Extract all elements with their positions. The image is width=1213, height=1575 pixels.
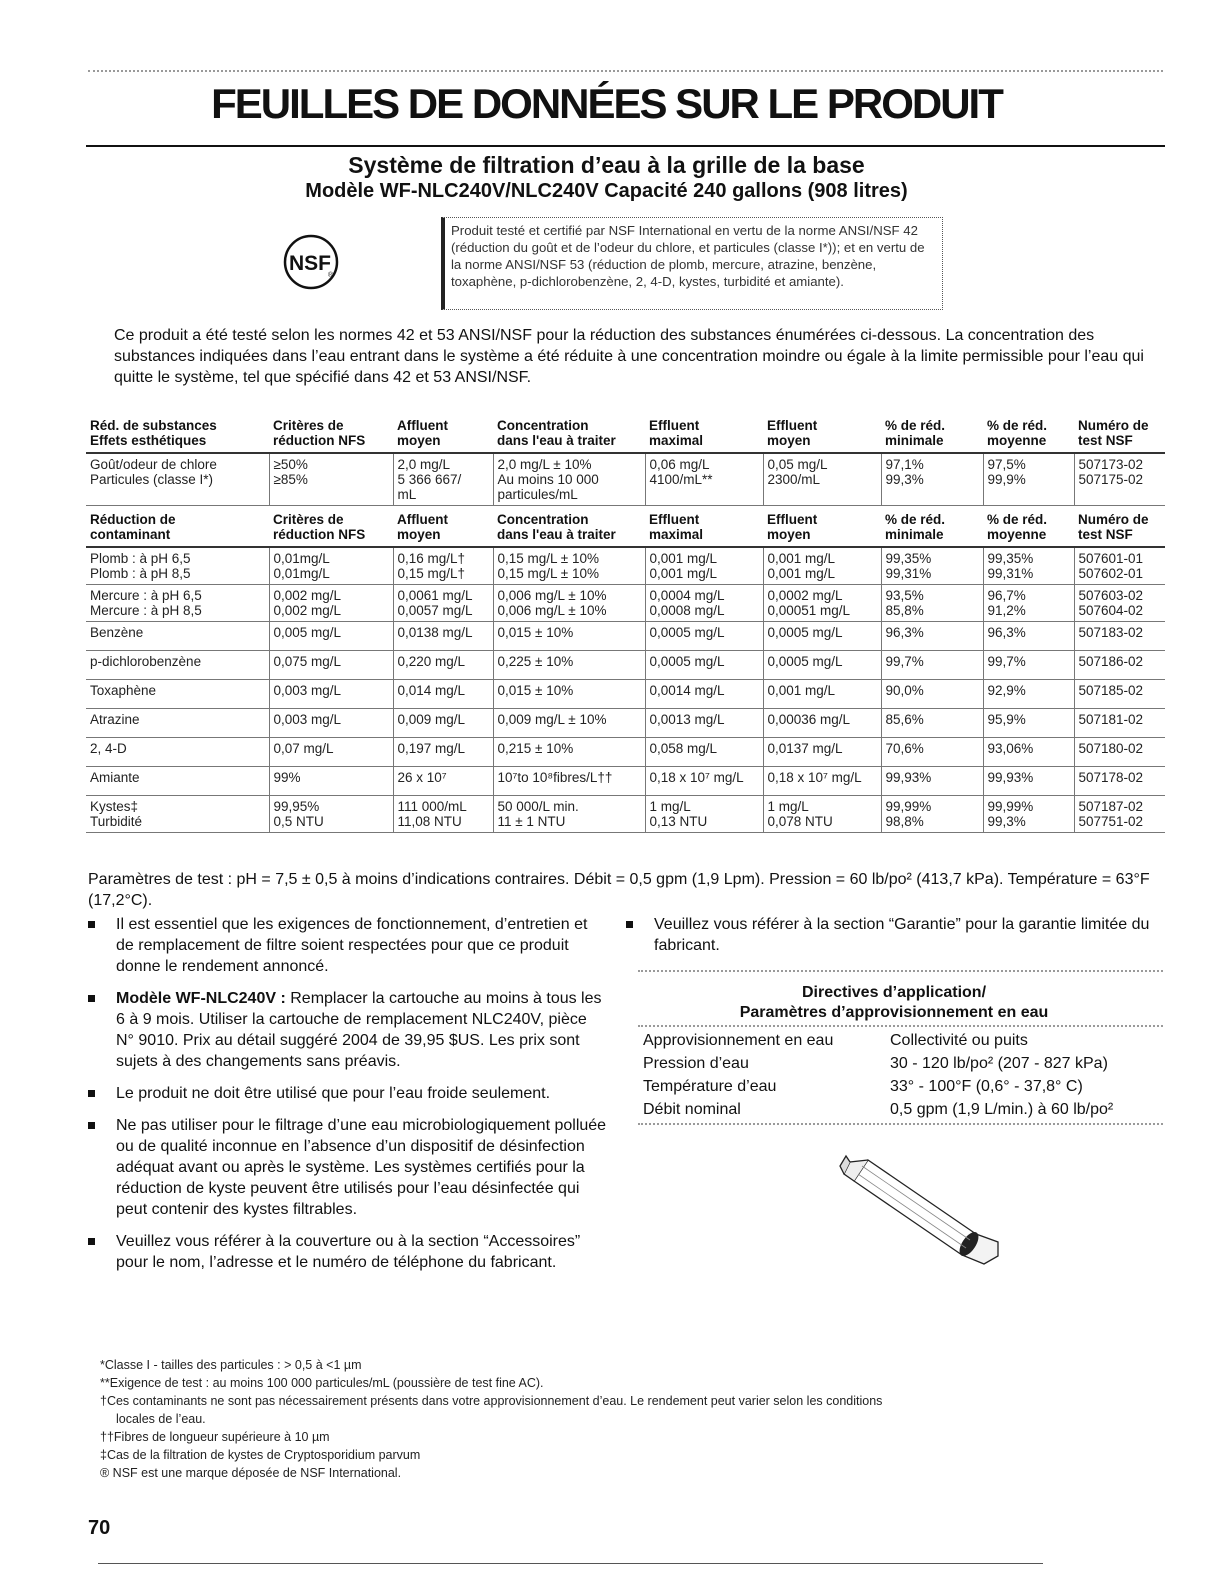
application-row	[643, 1031, 1163, 1054]
table-cell: 50 000/L min. 11 ± 1 NTU	[493, 796, 645, 833]
table-cell: 0,015 ± 10%	[493, 622, 645, 651]
list-item-text: Il est essentiel que les exigences de fonctionnement, d’entretien et de remplacement de filtre soient respectées pour que ce produit donne le rendement annoncé.	[116, 916, 588, 975]
application-label: Pression d’eau	[643, 1055, 749, 1072]
table-cell: 96,3%	[983, 622, 1074, 651]
table-cell: 0,15 mg/L ± 10% 0,15 mg/L ± 10%	[493, 547, 645, 585]
table-cell: 507178-02	[1074, 767, 1165, 796]
application-label: Débit nominal	[643, 1101, 741, 1118]
model-capacity-line: Modèle WF-NLC240V/NLC240V Capacité 240 gallons (908 litres)	[305, 180, 908, 202]
table-cell: 1 mg/L 0,078 NTU	[763, 796, 881, 833]
table-cell: 0,003 mg/L	[269, 709, 393, 738]
table-cell: 0,0004 mg/L 0,0008 mg/L	[645, 585, 763, 622]
table-cell: 0,05 mg/L 2300/mL	[763, 453, 881, 506]
table-row	[86, 547, 1165, 585]
footnote-contaminants-continued: locales de l’eau.	[116, 1412, 206, 1426]
table-cell: ≥50% ≥85%	[269, 453, 393, 506]
contaminant-header-col-2: Affluent moyen	[393, 506, 493, 548]
footnote-trademark: ® NSF est une marque déposée de NSF International.	[100, 1466, 402, 1480]
table-cell: 507183-02	[1074, 622, 1165, 651]
table-cell: 0,0014 mg/L	[645, 680, 763, 709]
application-row	[643, 1100, 1163, 1123]
table-cell: Mercure : à pH 6,5 Mercure : à pH 8,5	[86, 585, 269, 622]
application-parameters-table	[643, 1031, 1163, 1123]
table-header-aesthetic	[86, 416, 1165, 453]
table-cell: 1 mg/L 0,13 NTU	[645, 796, 763, 833]
table-cell: 99,99% 99,3%	[983, 796, 1074, 833]
aesthetic-header-col-1: Critères de réduction NFS	[269, 416, 393, 453]
footnote-contaminants: †Ces contaminants ne sont pas nécessairement présents dans votre approvisionnement d’eau. Le rendement peut varier selon les conditions	[100, 1394, 883, 1408]
table-cell: 0,009 mg/L	[393, 709, 493, 738]
list-item-text: Veuillez vous référer à la section “Garantie” pour la garantie limitée du fabricant.	[654, 916, 1150, 954]
contaminant-header-col-1: Critères de réduction NFS	[269, 506, 393, 548]
table-cell: 97,1% 99,3%	[881, 453, 983, 506]
footnote-test-requirement: **Exigence de test : au moins 100 000 particules/mL (poussière de test fine AC).	[100, 1376, 544, 1390]
table-cell: 96,3%	[881, 622, 983, 651]
aesthetic-header-col-8: Numéro de test NSF	[1074, 416, 1165, 453]
table-cell: 0,06 mg/L 4100/mL**	[645, 453, 763, 506]
table-cell: 0,009 mg/L ± 10%	[493, 709, 645, 738]
contaminant-header-col-6: % de réd. minimale	[881, 506, 983, 548]
list-item-text: Le produit ne doit être utilisé que pour l’eau froide seulement.	[116, 1085, 551, 1102]
instructions-list-left	[88, 914, 608, 1284]
table-cell: 99,35% 99,31%	[983, 547, 1074, 585]
table-cell: 99,99% 98,8%	[881, 796, 983, 833]
bottom-rule	[98, 1563, 1043, 1564]
table-cell: 0,225 ± 10%	[493, 651, 645, 680]
bullet-square-icon	[88, 1122, 95, 1129]
table-cell: 0,197 mg/L	[393, 738, 493, 767]
bullet-square-icon	[88, 1238, 95, 1245]
table-cell: p-dichlorobenzène	[86, 651, 269, 680]
footnotes	[100, 1356, 1140, 1482]
aesthetic-header-col-6: % de réd. minimale	[881, 416, 983, 453]
footnote-fibres: ††Fibres de longueur supérieure à 10 µm	[100, 1430, 330, 1444]
table-row	[86, 738, 1165, 767]
table-cell: 0,00036 mg/L	[763, 709, 881, 738]
table-cell: 0,16 mg/L† 0,15 mg/L†	[393, 547, 493, 585]
list-item-text: Remplacer la cartouche au moins à tous les 6 à 9 mois. Utiliser la cartouche de remplacement NLC240V, pièce N° 9010. Prix au détail suggéré 2004 de 39,95 $US. Les prix sont sujets à des changements sans préavis.	[116, 990, 602, 1070]
test-parameters: Paramètres de test : pH = 7,5 ± 0,5 à moins d’indications contraires. Débit = 0,5 gpm (1,9 Lpm). Pression = 60 lb/po² (413,7 kPa). Température = 63°F (17,2°C).	[88, 871, 1150, 909]
table-cell: 2,0 mg/L ± 10% Au moins 10 000 particules/mL	[493, 453, 645, 506]
table-cell: 0,003 mg/L	[269, 680, 393, 709]
table-cell: 0,18 x 10⁷ mg/L	[763, 767, 881, 796]
contaminant-header-col-7: % de réd. moyenne	[983, 506, 1074, 548]
contaminant-header-col-4: Effluent maximal	[645, 506, 763, 548]
app-bottom-dotted-rule	[638, 1123, 1163, 1125]
table-cell: Amiante	[86, 767, 269, 796]
table-cell: 507187-02 507751-02	[1074, 796, 1165, 833]
table-cell: 0,014 mg/L	[393, 680, 493, 709]
nsf-logo-icon	[283, 234, 339, 290]
section-subtitle: Système de filtration d’eau à la grille de la base	[348, 152, 865, 178]
page-number: 70	[88, 1517, 111, 1539]
list-item	[88, 1231, 608, 1273]
contaminant-header-col-8: Numéro de test NSF	[1074, 506, 1165, 548]
table-cell: 507603-02 507604-02	[1074, 585, 1165, 622]
page-title: FEUILLES DE DONNÉES SUR LE PRODUIT	[211, 80, 1002, 127]
table-cell: 99,95% 0,5 NTU	[269, 796, 393, 833]
application-title-line1: Directives d’application/	[801, 984, 987, 1001]
table-cell: 507186-02	[1074, 651, 1165, 680]
table-cell: Plomb : à pH 6,5 Plomb : à pH 8,5	[86, 547, 269, 585]
footnote-class: *Classe I - tailles des particules : > 0,5 à <1 µm	[100, 1358, 362, 1372]
table-row	[86, 453, 1165, 506]
table-cell: 10⁷to 10⁸fibres/L††	[493, 767, 645, 796]
table-row	[86, 622, 1165, 651]
table-cell: 0,0137 mg/L	[763, 738, 881, 767]
table-cell: 507173-02 507175-02	[1074, 453, 1165, 506]
table-cell: 99%	[269, 767, 393, 796]
bullet-square-icon	[88, 995, 95, 1002]
aesthetic-header-col-7: % de réd. moyenne	[983, 416, 1074, 453]
table-cell: Goût/odeur de chlore Particules (classe I*)	[86, 453, 269, 506]
list-item-text: Veuillez vous référer à la couverture ou à la section “Accessoires” pour le nom, l’adresse et le numéro de téléphone du fabricant.	[116, 1233, 581, 1271]
nsf-certification-box: Produit testé et certifié par NSF International en vertu de la norme ANSI/NSF 42 (réduction du goût et de l’odeur du chlore, et particules (classe I*)); et en vertu de la norme ANSI/NSF 53 (réduction de plomb, mercure, atrazine, benzène, toxaphène, p-dichlorobenzène, 2, 4-D, kystes, turbidité et amiante).	[441, 217, 943, 310]
table-cell: 0,005 mg/L	[269, 622, 393, 651]
table-row	[86, 767, 1165, 796]
aesthetic-header-col-3: Concentration dans l'eau à traiter	[493, 416, 645, 453]
list-item	[88, 988, 608, 1072]
table-cell: 0,220 mg/L	[393, 651, 493, 680]
aesthetic-header-col-5: Effluent moyen	[763, 416, 881, 453]
bullet-square-icon	[88, 1090, 95, 1097]
aesthetic-header-col-2: Affluent moyen	[393, 416, 493, 453]
list-item-bold-lead: Modèle WF-NLC240V :	[116, 990, 286, 1007]
application-value: Collectivité ou puits	[890, 1032, 1028, 1049]
table-row	[86, 709, 1165, 738]
contaminant-header-col-5: Effluent moyen	[763, 506, 881, 548]
table-cell: 99,93%	[881, 767, 983, 796]
table-cell: 0,015 ± 10%	[493, 680, 645, 709]
list-item-text: Ne pas utiliser pour le filtrage d’une eau microbiologiquement polluée ou de qualité inconnue en l’absence d’un dispositif de désinfection adéquat avant ou après le système. Les systèmes certifiés pour la réduction de kyste peuvent être utilisés pour l’eau désinfectée qui peut contenir des kystes filtrables.	[116, 1117, 607, 1218]
filter-cartridge-illustration	[838, 1138, 1008, 1273]
table-row	[86, 585, 1165, 622]
table-cell: 95,9%	[983, 709, 1074, 738]
table-cell: 0,0005 mg/L	[763, 622, 881, 651]
table-cell: 99,93%	[983, 767, 1074, 796]
table-cell: 93,06%	[983, 738, 1074, 767]
footnote-cysts: ‡Cas de la filtration de kystes de Cryptosporidium parvum	[100, 1448, 421, 1462]
table-cell: 92,9%	[983, 680, 1074, 709]
table-header-contaminant	[86, 506, 1165, 548]
table-cell: 0,07 mg/L	[269, 738, 393, 767]
table-cell: 2,0 mg/L 5 366 667/ mL	[393, 453, 493, 506]
application-row	[643, 1054, 1163, 1077]
table-cell: 507601-01 507602-01	[1074, 547, 1165, 585]
aesthetic-header-col-4: Effluent maximal	[645, 416, 763, 453]
instructions-list-right	[626, 914, 1156, 967]
table-cell: Benzène	[86, 622, 269, 651]
bullet-square-icon	[626, 921, 633, 928]
aesthetic-header-col-0: Réd. de substances Effets esthétiques	[86, 416, 269, 453]
table-cell: 85,6%	[881, 709, 983, 738]
svg-text:®: ®	[328, 272, 334, 279]
title-rule	[86, 145, 1165, 147]
table-cell: 99,7%	[983, 651, 1074, 680]
app-mid-dotted-rule	[638, 1025, 1163, 1027]
table-cell: 0,215 ± 10%	[493, 738, 645, 767]
table-row	[86, 796, 1165, 833]
table-cell: Kystes‡ Turbidité	[86, 796, 269, 833]
table-cell: 93,5% 85,8%	[881, 585, 983, 622]
list-item	[88, 1083, 608, 1104]
table-cell: 0,0002 mg/L 0,00051 mg/L	[763, 585, 881, 622]
table-cell: 0,002 mg/L 0,002 mg/L	[269, 585, 393, 622]
nsf-logo-text: NSF	[289, 252, 331, 275]
table-cell: 507181-02	[1074, 709, 1165, 738]
table-cell: 0,001 mg/L 0,001 mg/L	[645, 547, 763, 585]
table-cell: 90,0%	[881, 680, 983, 709]
table-cell: 70,6%	[881, 738, 983, 767]
contaminant-header-col-3: Concentration dans l'eau à traiter	[493, 506, 645, 548]
table-cell: Atrazine	[86, 709, 269, 738]
table-cell: 0,001 mg/L 0,001 mg/L	[763, 547, 881, 585]
intro-paragraph: Ce produit a été testé selon les normes 42 et 53 ANSI/NSF pour la réduction des substances énumérées ci-dessous. La concentration des substances indiquées dans l’eau entrant dans le système a été réduite à une concentration moindre ou égale à la limite permissible pour l’eau qui quitte le système, tel que spécifié dans 42 et 53 ANSI/NSF.	[114, 327, 1144, 386]
table-cell: Toxaphène	[86, 680, 269, 709]
bullet-square-icon	[88, 921, 95, 928]
table-cell: 0,0013 mg/L	[645, 709, 763, 738]
application-title-line2: Paramètres d’approvisionnement en eau	[739, 1004, 1049, 1021]
table-cell: 0,0005 mg/L	[645, 622, 763, 651]
contaminant-header-col-0: Réduction de contaminant	[86, 506, 269, 548]
application-guidelines-title	[630, 983, 1158, 1023]
table-cell: 97,5% 99,9%	[983, 453, 1074, 506]
table-cell: 99,35% 99,31%	[881, 547, 983, 585]
application-label: Approvisionnement en eau	[643, 1032, 834, 1049]
app-top-dotted-rule	[638, 970, 1163, 972]
table-cell: 0,0061 mg/L 0,0057 mg/L	[393, 585, 493, 622]
application-row	[643, 1077, 1163, 1100]
table-cell: 0,075 mg/L	[269, 651, 393, 680]
table-cell: 0,01mg/L 0,01mg/L	[269, 547, 393, 585]
table-cell: 0,0138 mg/L	[393, 622, 493, 651]
application-label: Température d’eau	[643, 1078, 777, 1095]
table-cell: 26 x 10⁷	[393, 767, 493, 796]
application-value: 30 - 120 lb/po² (207 - 827 kPa)	[890, 1055, 1108, 1072]
table-cell: 2, 4-D	[86, 738, 269, 767]
list-item	[88, 914, 608, 977]
table-cell: 507180-02	[1074, 738, 1165, 767]
table-cell: 0,058 mg/L	[645, 738, 763, 767]
performance-data-table	[86, 416, 1165, 833]
table-cell: 0,18 x 10⁷ mg/L	[645, 767, 763, 796]
table-cell: 99,7%	[881, 651, 983, 680]
table-cell: 0,0005 mg/L	[645, 651, 763, 680]
table-cell: 96,7% 91,2%	[983, 585, 1074, 622]
application-value: 33° - 100°F (0,6° - 37,8° C)	[890, 1078, 1083, 1095]
list-item	[88, 1115, 608, 1220]
table-cell: 0,0005 mg/L	[763, 651, 881, 680]
table-row	[86, 680, 1165, 709]
table-cell: 507185-02	[1074, 680, 1165, 709]
table-cell: 0,001 mg/L	[763, 680, 881, 709]
top-dotted-rule	[88, 70, 1163, 72]
list-item	[626, 914, 1156, 956]
table-row	[86, 651, 1165, 680]
application-value: 0,5 gpm (1,9 L/min.) à 60 lb/po²	[890, 1101, 1114, 1118]
table-cell: 0,006 mg/L ± 10% 0,006 mg/L ± 10%	[493, 585, 645, 622]
table-cell: 111 000/mL 11,08 NTU	[393, 796, 493, 833]
